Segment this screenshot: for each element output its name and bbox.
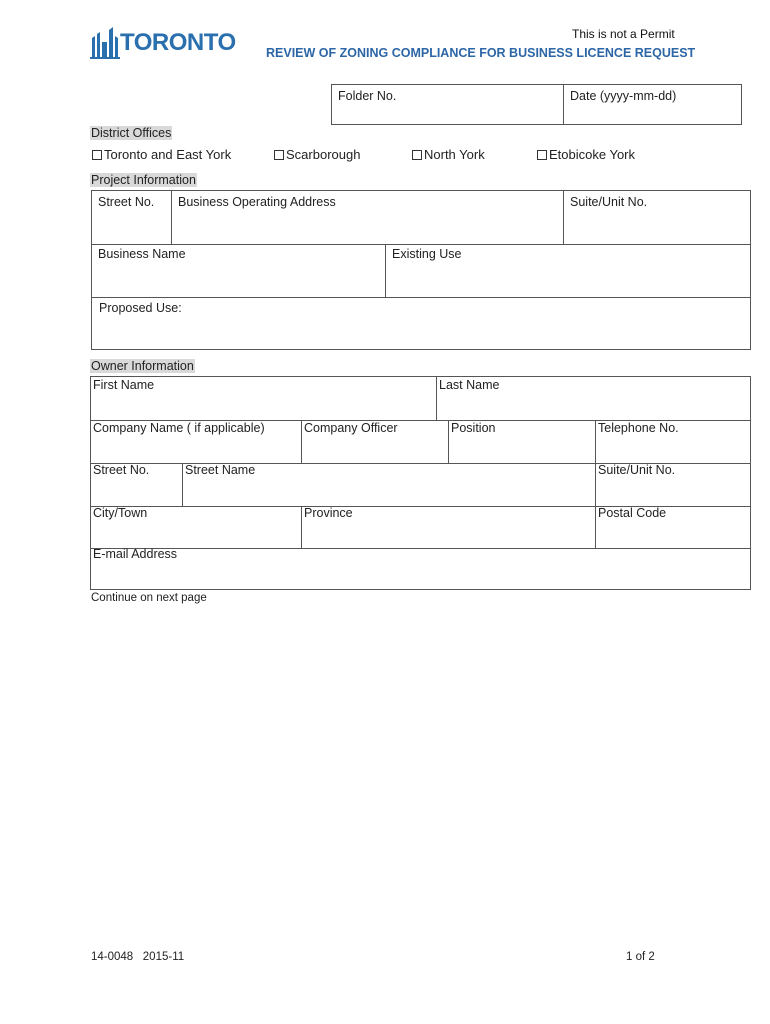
city-field[interactable]: City/Town: [93, 506, 148, 520]
date-field[interactable]: Date (yyyy-mm-dd): [570, 89, 677, 103]
logo-text: TORONTO: [120, 29, 236, 56]
existing-use-field[interactable]: Existing Use: [392, 247, 462, 261]
owner-street-no-field[interactable]: Street No.: [93, 463, 150, 477]
checkbox-empty-icon: [92, 150, 102, 160]
company-officer-field[interactable]: Company Officer: [304, 421, 398, 435]
business-operating-address-field[interactable]: Business Operating Address: [178, 195, 336, 209]
province-field[interactable]: Province: [304, 506, 353, 520]
form-title: REVIEW OF ZONING COMPLIANCE FOR BUSINESS LICENCE REQUEST: [266, 46, 696, 60]
folder-date-box: [331, 84, 742, 125]
owner-information-table: [90, 376, 751, 590]
checkbox-etobicoke-york[interactable]: Etobicoke York: [537, 147, 635, 162]
project-street-no-field[interactable]: Street No.: [98, 195, 155, 209]
page-number: 1 of 2: [626, 951, 655, 963]
first-name-field[interactable]: First Name: [93, 378, 155, 392]
toronto-city-hall-icon: [90, 24, 120, 60]
checkbox-empty-icon: [537, 150, 547, 160]
telephone-field[interactable]: Telephone No.: [598, 421, 679, 435]
company-name-field[interactable]: Company Name ( if applicable): [93, 421, 265, 435]
owner-suite-field[interactable]: Suite/Unit No.: [598, 463, 676, 477]
postal-code-field[interactable]: Postal Code: [598, 506, 667, 520]
checkbox-empty-icon: [412, 150, 422, 160]
owner-street-name-field[interactable]: Street Name: [185, 463, 256, 477]
checkbox-scarborough[interactable]: Scarborough: [274, 147, 360, 162]
district-offices-heading: District Offices: [91, 126, 172, 140]
folder-no-field[interactable]: Folder No.: [338, 89, 397, 103]
email-field[interactable]: E-mail Address: [93, 547, 178, 561]
continue-note: Continue on next page: [91, 592, 207, 604]
form-id: 14-0048 2015-11: [91, 951, 185, 963]
project-information-table: [91, 190, 751, 350]
checkbox-empty-icon: [274, 150, 284, 160]
business-name-field[interactable]: Business Name: [98, 247, 186, 261]
checkbox-toronto-east-york[interactable]: Toronto and East York: [92, 147, 231, 162]
checkbox-north-york[interactable]: North York: [412, 147, 485, 162]
owner-information-heading: Owner Information: [91, 359, 194, 373]
proposed-use-field[interactable]: Proposed Use:: [99, 301, 182, 315]
project-information-heading: Project Information: [91, 173, 196, 187]
project-suite-field[interactable]: Suite/Unit No.: [570, 195, 648, 209]
position-field[interactable]: Position: [451, 421, 496, 435]
not-permit-note: This is not a Permit: [572, 27, 675, 41]
last-name-field[interactable]: Last Name: [439, 378, 500, 392]
